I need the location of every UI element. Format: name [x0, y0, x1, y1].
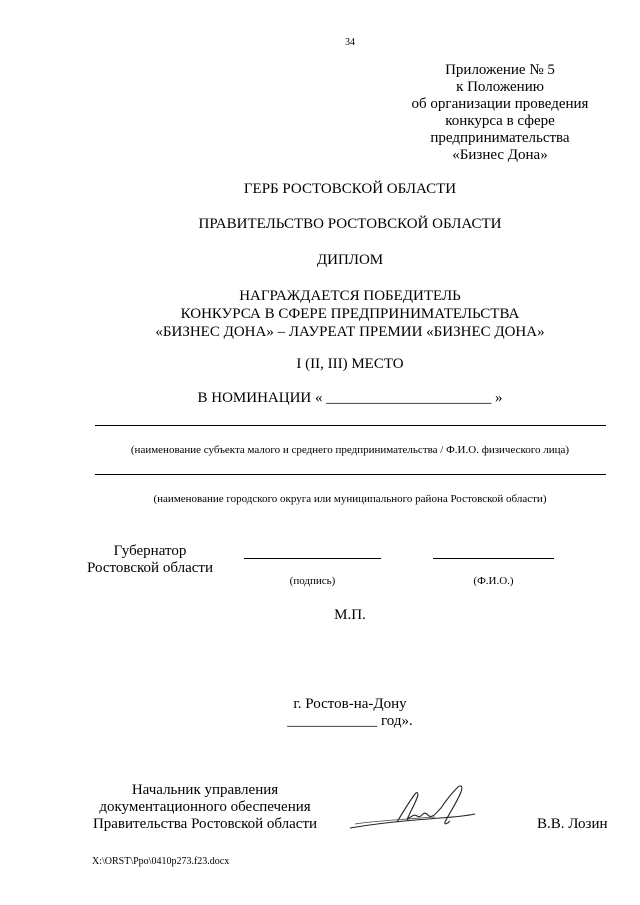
governor-line: Губернатор	[113, 543, 187, 559]
page-number: 34	[345, 37, 355, 48]
appendix-line: к Положению	[456, 79, 544, 95]
subject-underline	[95, 425, 606, 426]
governor-title	[70, 543, 230, 577]
signature-caption: (подпись)	[289, 575, 336, 587]
appendix-line: предпринимательства	[430, 130, 570, 146]
diploma-title: ДИПЛОМ	[316, 252, 384, 268]
head-title-line: Правительства Ростовской области	[92, 816, 318, 832]
handwritten-signature-icon	[345, 772, 515, 842]
governor-line: Ростовской области	[87, 560, 213, 576]
signature-underline	[244, 558, 381, 559]
city-line: г. Ростов-на-Дону	[293, 696, 407, 712]
name-underline	[433, 558, 554, 559]
appendix-line: об организации проведения	[411, 96, 589, 112]
awarded-line: КОНКУРСА В СФЕРЕ ПРЕДПРИНИМАТЕЛЬСТВА	[180, 306, 520, 322]
appendix-line: «Бизнес Дона»	[452, 147, 548, 163]
appendix-line: конкурса в сфере	[445, 113, 555, 129]
nomination-line: В НОМИНАЦИИ « ______________________ »	[197, 390, 503, 406]
awarded-line: НАГРАЖДАЕТСЯ ПОБЕДИТЕЛЬ	[239, 288, 461, 304]
place-line: I (II, III) МЕСТО	[296, 356, 404, 372]
signer-name: В.В. Лозин	[537, 816, 608, 832]
file-path: X:\ORST\Ppo\0410p273.f23.docx	[92, 856, 230, 867]
stamp-placeholder: М.П.	[334, 607, 366, 623]
district-caption: (наименование городского округа или муниципального района Ростовской области)	[153, 493, 547, 505]
name-caption: (Ф.И.О.)	[473, 575, 514, 587]
head-title-line: Начальник управления	[131, 782, 279, 798]
awarded-block	[0, 287, 640, 341]
subject-caption: (наименование субъекта малого и среднего предпринимательства / Ф.И.О. физического лица)	[130, 444, 570, 456]
district-underline	[95, 474, 606, 475]
appendix-line: Приложение № 5	[445, 62, 555, 78]
government-title: ПРАВИТЕЛЬСТВО РОСТОВСКОЙ ОБЛАСТИ	[198, 216, 502, 232]
awarded-line: «БИЗНЕС ДОНА» – ЛАУРЕАТ ПРЕМИИ «БИЗНЕС ДОНА»	[155, 324, 545, 340]
coat-of-arms: ГЕРБ РОСТОВСКОЙ ОБЛАСТИ	[243, 181, 457, 197]
appendix-header	[400, 62, 600, 164]
head-title-line: документационного обеспечения	[99, 799, 311, 815]
year-line: ____________ год».	[287, 713, 413, 729]
head-title	[70, 782, 340, 833]
